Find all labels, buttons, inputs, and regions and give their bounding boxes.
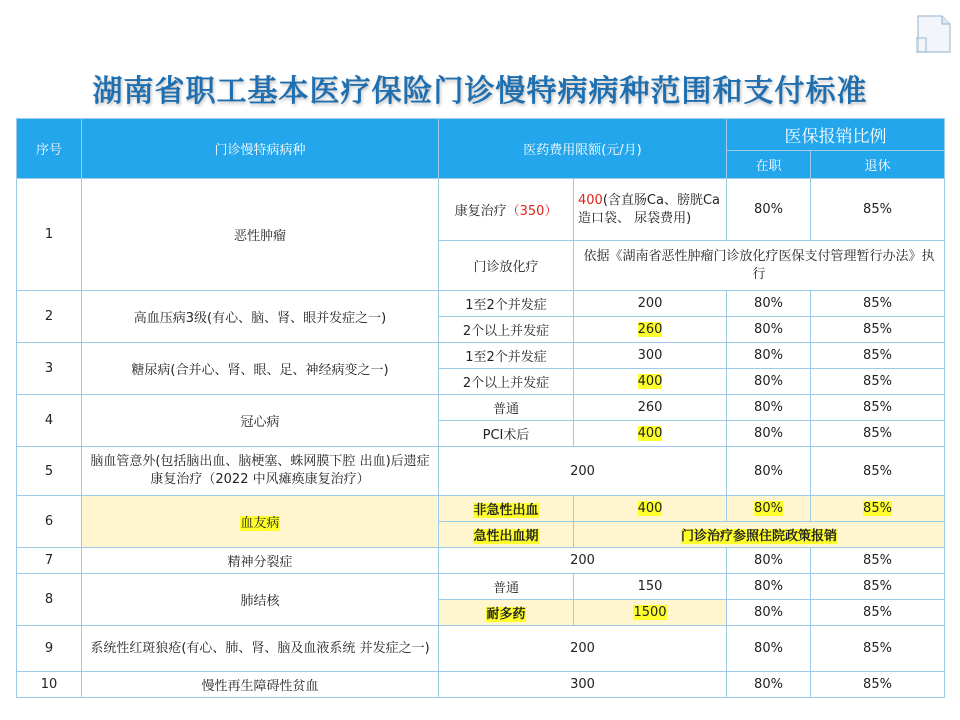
table-row [17, 179, 945, 241]
employed-ratio: 80% [727, 343, 811, 369]
limit-value: 200 [439, 548, 727, 574]
limit-red: 400 [578, 192, 603, 208]
page-title: 湖南省职工基本医疗保险门诊慢特病病种范围和支付标准 [92, 74, 868, 109]
row-number: 7 [17, 548, 82, 574]
sub-item: 普通 [439, 395, 574, 421]
row-number: 4 [17, 395, 82, 447]
limit-value [574, 496, 727, 522]
retired-ratio: 85% [811, 421, 945, 447]
employed-ratio: 80% [727, 600, 811, 626]
retired-ratio: 85% [811, 447, 945, 496]
limit-value: 300 [439, 672, 727, 698]
limit-value [574, 179, 727, 241]
header-ratio: 医保报销比例 [727, 119, 945, 151]
disease-name: 脑血管意外(包括脑出血、脑梗塞、蛛网膜下腔 出血)后遗症康复治疗（2022 中风瘫痪康复治疗） [82, 447, 439, 496]
limit-value: 200 [439, 447, 727, 496]
retired-ratio: 85% [811, 574, 945, 600]
retired-ratio: 85% [811, 600, 945, 626]
table-row [17, 574, 945, 600]
disease-name: 恶性肿瘤 [82, 179, 439, 291]
sub-item: 门诊放化疗 [439, 241, 574, 291]
sub-item [439, 600, 574, 626]
retired-ratio: 85% [811, 291, 945, 317]
sub-item-label: 康复治疗 [454, 204, 507, 219]
table-row [17, 343, 945, 369]
sub-item [439, 179, 574, 241]
retired-ratio: 85% [811, 369, 945, 395]
disease-highlight: 血友病 [240, 516, 280, 531]
table-row [17, 672, 945, 698]
table-row [17, 447, 945, 496]
policy-note [574, 522, 945, 548]
employed-ratio [727, 496, 811, 522]
row-number: 10 [17, 672, 82, 698]
limit-value: 260 [574, 395, 727, 421]
limit-value [574, 600, 727, 626]
limit-value: 200 [574, 291, 727, 317]
employed-ratio: 80% [727, 291, 811, 317]
header-limit: 医药费用限额(元/月) [439, 119, 727, 179]
employed-ratio: 80% [727, 369, 811, 395]
limit-value: 300 [574, 343, 727, 369]
sub-item: 普通 [439, 574, 574, 600]
disease-name: 慢性再生障碍性贫血 [82, 672, 439, 698]
policy-highlight: 门诊治疗参照住院政策报销 [680, 529, 837, 544]
disease-name: 肺结核 [82, 574, 439, 626]
sub-item [439, 496, 574, 522]
disease-name: 冠心病 [82, 395, 439, 447]
employed-ratio: 80% [727, 574, 811, 600]
disease-name: 系统性红斑狼疮(有心、肺、肾、脑及血液系统 并发症之一) [82, 626, 439, 672]
retired-ratio: 85% [811, 317, 945, 343]
limit-value [574, 317, 727, 343]
policy-note: 依据《湖南省恶性肿瘤门诊放化疗医保支付管理暂行办法》执行 [574, 241, 945, 291]
employed-ratio: 80% [727, 548, 811, 574]
retired-ratio: 85% [811, 672, 945, 698]
row-number: 9 [17, 626, 82, 672]
limit-value: 150 [574, 574, 727, 600]
table-row [17, 395, 945, 421]
employed-ratio: 80% [727, 395, 811, 421]
limit-value [574, 421, 727, 447]
row-number: 8 [17, 574, 82, 626]
header-seq: 序号 [17, 119, 82, 179]
sub-item-highlight: 急性出血期 [473, 529, 539, 544]
employed-ratio: 80% [727, 179, 811, 241]
sub-item-highlight: 非急性出血 [473, 503, 539, 518]
limit-note: (含直肠Ca、膀胱Ca造口袋、 尿袋费用) [578, 192, 720, 226]
sub-item [439, 522, 574, 548]
limit-value: 200 [439, 626, 727, 672]
limit-highlight: 400 [637, 501, 663, 516]
employed-ratio: 80% [727, 672, 811, 698]
row-number: 5 [17, 447, 82, 496]
limit-highlight: 260 [637, 322, 663, 337]
limit-highlight: 400 [637, 426, 663, 441]
table-row [17, 626, 945, 672]
retired-ratio [811, 496, 945, 522]
coverage-table [16, 118, 945, 698]
limit-value [574, 369, 727, 395]
table-row [17, 291, 945, 317]
row-number: 1 [17, 179, 82, 291]
ratio-highlight: 80% [754, 501, 783, 516]
employed-ratio: 80% [727, 317, 811, 343]
employed-ratio: 80% [727, 447, 811, 496]
row-number: 6 [17, 496, 82, 548]
table-row [17, 548, 945, 574]
row-number: 3 [17, 343, 82, 395]
sub-item: 2个以上并发症 [439, 369, 574, 395]
sub-item: 1至2个并发症 [439, 291, 574, 317]
retired-ratio: 85% [811, 548, 945, 574]
limit-highlight: 1500 [633, 605, 667, 620]
page-corner-icon [916, 14, 952, 54]
sub-item: 2个以上并发症 [439, 317, 574, 343]
disease-name: 高血压病3级(有心、脑、肾、眼并发症之一) [82, 291, 439, 343]
employed-ratio: 80% [727, 421, 811, 447]
header-disease: 门诊慢特病病种 [82, 119, 439, 179]
sub-item: 1至2个并发症 [439, 343, 574, 369]
sub-item-highlight: 耐多药 [486, 607, 526, 622]
sub-item-amount: （350） [506, 204, 558, 219]
retired-ratio: 85% [811, 395, 945, 421]
sub-item: PCI术后 [439, 421, 574, 447]
retired-ratio: 85% [811, 179, 945, 241]
disease-name: 糖尿病(合并心、肾、眼、足、神经病变之一) [82, 343, 439, 395]
header-retired: 退休 [811, 151, 945, 179]
ratio-highlight: 85% [863, 501, 892, 516]
disease-name: 精神分裂症 [82, 548, 439, 574]
employed-ratio: 80% [727, 626, 811, 672]
table-row [17, 496, 945, 522]
header-employed: 在职 [727, 151, 811, 179]
retired-ratio: 85% [811, 343, 945, 369]
retired-ratio: 85% [811, 626, 945, 672]
limit-highlight: 400 [637, 374, 663, 389]
row-number: 2 [17, 291, 82, 343]
disease-name [82, 496, 439, 548]
